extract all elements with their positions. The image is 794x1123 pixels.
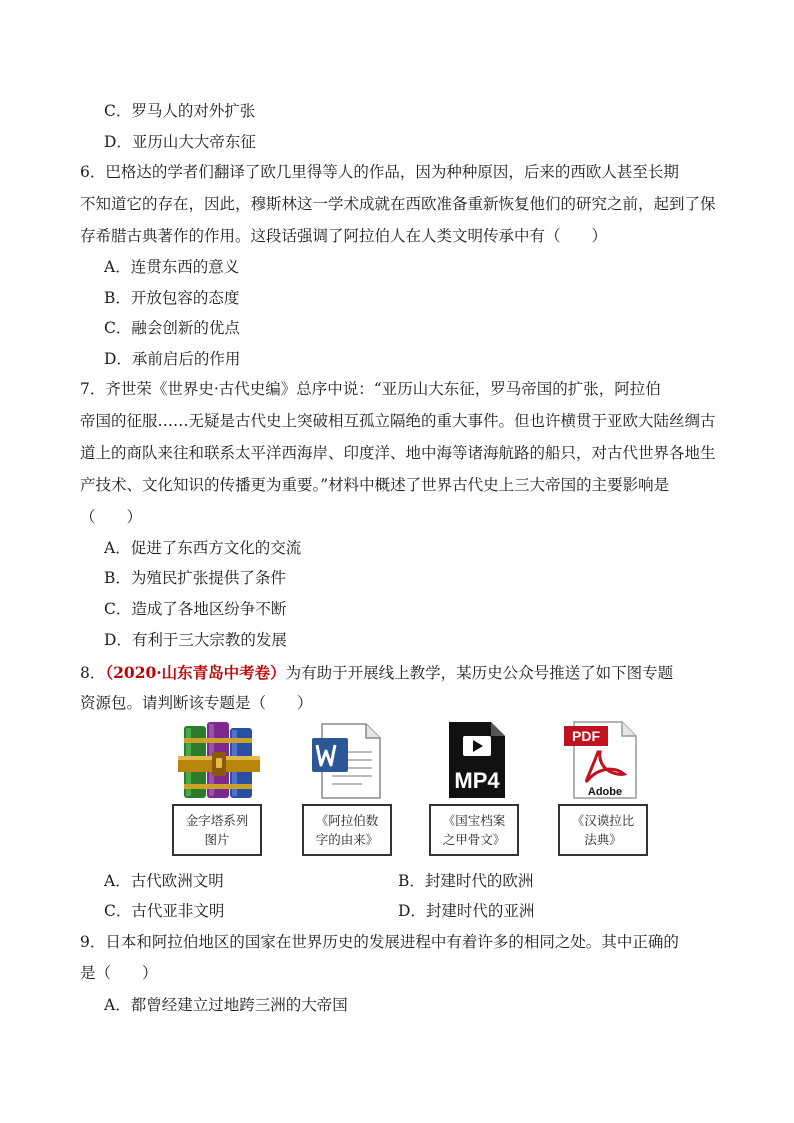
word-document-icon: [302, 718, 396, 800]
q7-option-c: C．造成了各地区纷争不断: [104, 600, 287, 618]
file-caption: [172, 804, 262, 856]
q8-source-tag: （2020·山东青岛中考卷）: [105, 663, 286, 682]
q8-stem-text: 为有助于开展线上教学，某历史公众号推送了如下图专题: [285, 664, 674, 682]
file-item-hammurabi-code: [558, 718, 652, 862]
books-archive-icon: [172, 718, 266, 800]
caption-line-2: 之甲骨文》: [442, 832, 506, 847]
caption-line-2: 字的由来》: [315, 832, 379, 847]
q6-option-a: A．连贯东西的意义: [104, 258, 240, 276]
q6-option-b: B．开放包容的态度: [104, 289, 240, 307]
q5-option-c: C．罗马人的对外扩张: [104, 102, 256, 120]
q6-stem-line-3: 存希腊古典著作的作用。这段话强调了阿拉伯人在人类文明传承中有（ ）: [80, 227, 608, 245]
q7-stem-line-5: （ ）: [80, 508, 143, 526]
q9-stem-line-1: 9．日本和阿拉伯地区的国家在世界历史的发展进程中有着许多的相同之处。其中正确的: [80, 933, 679, 951]
mp4-label: MP4: [454, 768, 500, 793]
pdf-document-icon: [558, 718, 652, 800]
file-item-oracle-bones: [429, 718, 523, 862]
q9-option-a: A．都曾经建立过地跨三洲的大帝国: [104, 996, 348, 1014]
file-caption: [429, 804, 519, 856]
mp4-video-icon: [429, 718, 523, 800]
file-item-arabic-numerals: [302, 718, 396, 862]
caption-line-1: 《国宝档案: [442, 813, 506, 828]
q8-option-a: A．古代欧洲文明: [104, 872, 224, 890]
file-caption: [302, 804, 392, 856]
q7-option-d: D．有利于三大宗教的发展: [104, 631, 287, 649]
caption-line-1: 《阿拉伯数: [315, 813, 379, 828]
q8-stem-line-2: 资源包。请判断该专题是（ ）: [80, 694, 313, 712]
q7-option-b: B．为殖民扩张提供了条件: [104, 569, 286, 587]
caption-line-1: 金字塔系列: [185, 813, 249, 828]
q6-option-c: C．融会创新的优点: [104, 319, 240, 337]
q6-option-d: D．承前启后的作用: [104, 350, 241, 368]
caption-line-2: 图片: [204, 832, 230, 847]
q8-stem-line-1: [80, 663, 673, 683]
q7-option-a: A．促进了东西方文化的交流: [104, 539, 302, 557]
q8-number: 8．: [80, 664, 106, 682]
adobe-label: Adobe: [587, 786, 623, 798]
q8-option-c: C．古代亚非文明: [104, 902, 225, 920]
caption-line-2: 法典》: [584, 832, 622, 847]
q6-stem-line-1: 6．巴格达的学者们翻译了欧几里得等人的作品，因为种种原因，后来的西欧人甚至长期: [80, 163, 679, 181]
resource-pack-figure: [170, 718, 670, 868]
q7-stem-line-4: 产技术、文化知识的传播更为重要。”材料中概述了世界古代史上三大帝国的主要影响是: [80, 476, 670, 494]
file-caption: [558, 804, 648, 856]
q8-option-d: D．封建时代的亚洲: [398, 902, 535, 920]
caption-line-1: 《汉谟拉比: [571, 813, 635, 828]
file-item-pyramid-images: [172, 718, 266, 862]
q7-stem-line-2: 帝国的征服……无疑是古代史上突破相互孤立隔绝的重大事件。但也许横贯于亚欧大陆丝绸古: [80, 412, 716, 430]
pdf-label: PDF: [572, 728, 600, 744]
q8-option-b: B．封建时代的欧洲: [398, 872, 534, 890]
q6-stem-line-2: 不知道它的存在，因此，穆斯林这一学术成就在西欧准备重新恢复他们的研究之前，起到了保: [80, 195, 716, 213]
q7-stem-line-3: 道上的商队来往和联系太平洋西海岸、印度洋、地中海等诸海航路的船只，对古代世界各地生: [80, 444, 716, 462]
q7-stem-line-1: 7．齐世荣《世界史·古代史编》总序中说：“亚历山大东征，罗马帝国的扩张，阿拉伯: [80, 380, 661, 398]
q9-stem-line-2: 是（ ）: [80, 964, 158, 982]
q5-option-d: D．亚历山大大帝东征: [104, 133, 256, 151]
